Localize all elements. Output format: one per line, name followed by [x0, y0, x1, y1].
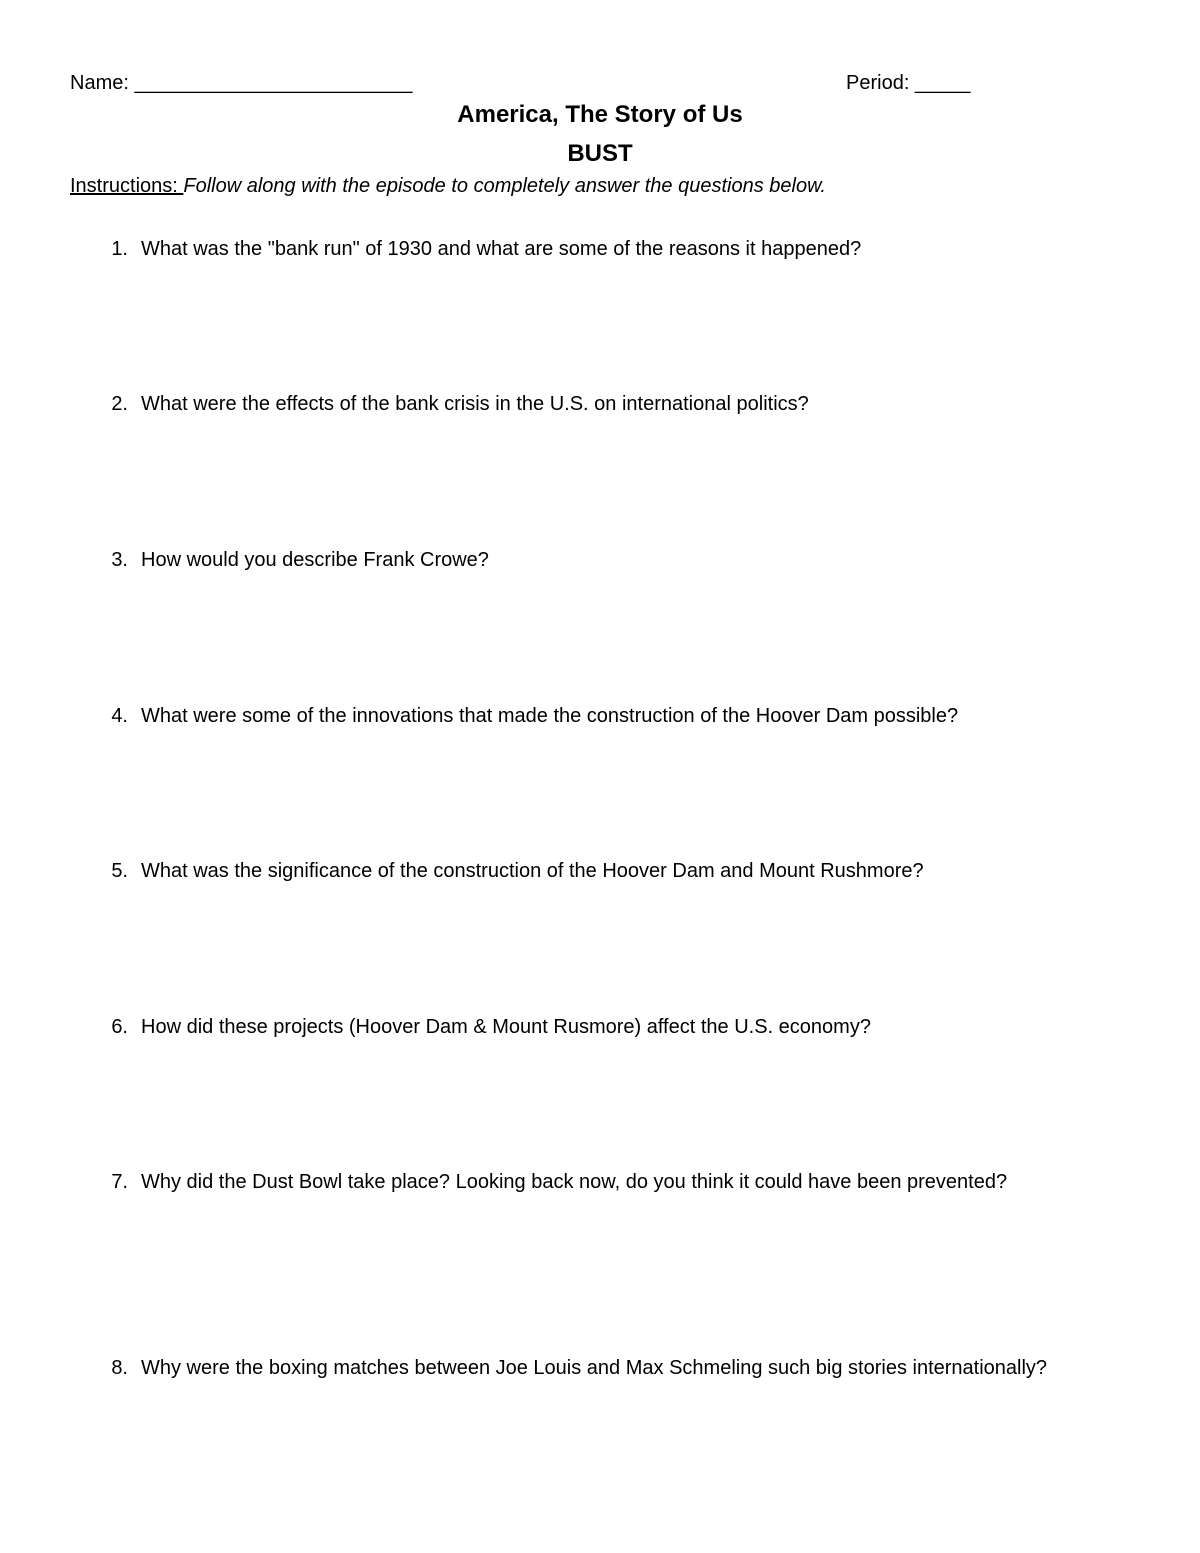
name-field: Name: _________________________: [70, 72, 413, 94]
page-title: America, The Story of Us: [457, 101, 743, 128]
question-text: What was the significance of the construction of the Hoover Dam and Mount Rushmore?: [141, 860, 924, 882]
question-text: Why were the boxing matches between Joe Louis and Max Schmeling such big stories internationally?: [141, 1357, 1048, 1379]
instructions-label: Instructions:: [70, 175, 184, 197]
question-text: What were some of the innovations that made the construction of the Hoover Dam possible?: [141, 705, 959, 727]
question-number: 5.: [111, 860, 128, 882]
question-number: 1.: [111, 238, 128, 260]
question-text: What was the "bank run" of 1930 and what are some of the reasons it happened?: [141, 238, 862, 260]
question-text: What were the effects of the bank crisis in the U.S. on international politics?: [141, 393, 809, 415]
question-number: 6.: [111, 1016, 128, 1038]
period-field: Period: _____: [846, 72, 971, 94]
question-text: How did these projects (Hoover Dam & Mount Rusmore) affect the U.S. economy?: [141, 1016, 871, 1038]
question-text: How would you describe Frank Crowe?: [141, 549, 489, 571]
question-text: Why did the Dust Bowl take place? Looking back now, do you think it could have been prevented?: [141, 1171, 1008, 1193]
question-number: 3.: [111, 549, 128, 571]
instructions-text: Follow along with the episode to completely answer the questions below.: [183, 175, 826, 197]
instructions: [70, 173, 826, 199]
question-number: 4.: [111, 705, 128, 727]
question-number: 8.: [111, 1357, 128, 1379]
question-number: 2.: [111, 393, 128, 415]
page-subtitle: BUST: [567, 140, 633, 167]
question-number: 7.: [111, 1171, 128, 1193]
